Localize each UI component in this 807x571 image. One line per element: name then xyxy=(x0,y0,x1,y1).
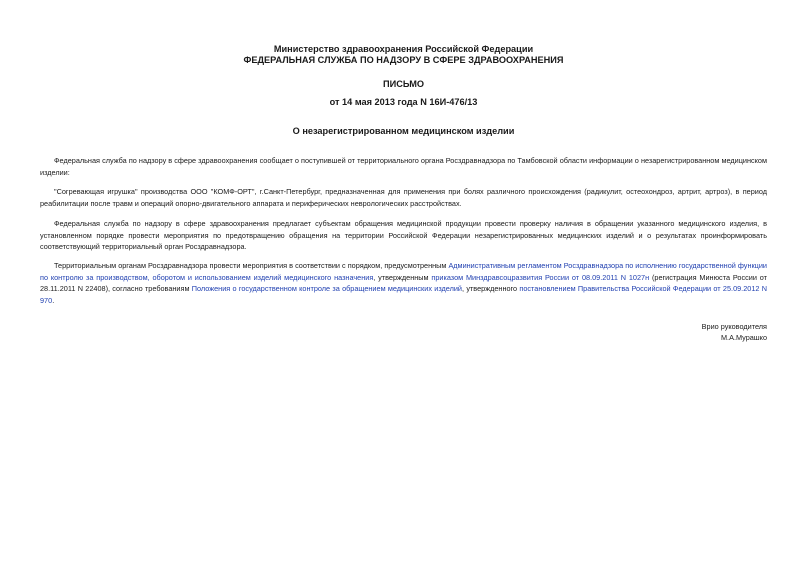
paragraph-2: "Согревающая игрушка" производства ООО "КОМФ-ОРТ", г.Санкт-Петербург, предназначенная для применения при болях различного происхождения (радикулит, остеохондроз, артрит, артроз), в период реабилитации после травм и операций опорно-двигательного аппарата и периферических неврологических расстройствах. xyxy=(40,187,767,208)
document-subject: О незарегистрированном медицинском изделии xyxy=(292,126,515,136)
link-order-1027n[interactable]: приказом Минздравсоцразвития России от 08.09.2011 N 1027н xyxy=(431,272,650,282)
ministry-title: Министерство здравоохранения Российской Федерации xyxy=(273,44,534,54)
service-title: ФЕДЕРАЛЬНАЯ СЛУЖБА ПО НАДЗОРУ В СФЕРЕ ЗДРАВООХРАНЕНИЯ xyxy=(243,55,564,65)
paragraph-1: Федеральная служба по надзору в сфере здравоохранения сообщает о поступившей от территориального органа Росздравнадзора по Тамбовской области информации о незарегистрированном медицинском изделии: xyxy=(40,156,767,177)
link-administrative-regulation[interactable]: Административным регламентом Росздравнадзора по исполнению государственной функции по контролю за производством, оборотом и использованием изделий медицинского назначения xyxy=(40,261,767,282)
paragraph-4-text-2: , утвержденным xyxy=(373,272,432,282)
paragraph-4-text-1: Территориальным органам Росздравнадзора провести мероприятия в соответствии с порядком, предусмотренным xyxy=(54,261,449,270)
paragraph-3: Федеральная служба по надзору в сфере здравоохранения предлагает субъектам обращения медицинской продукции провести проверку наличия в обращении указанного медицинского изделия, в установленном порядке провести мероприятия по предотвращению обращения на территории Российской Федерации незарегистрированных медицинских изделий и о результатах проинформировать соответствующий территориальный орган Росздравнадзора. xyxy=(40,219,767,251)
link-control-regulation[interactable]: Положения о государственном контроле за обращением медицинских изделий xyxy=(191,284,462,293)
document-type: ПИСЬМО xyxy=(382,79,425,89)
signatory-position: Врио руководителя xyxy=(701,322,767,331)
paragraph-4-text-4: , утвержденного xyxy=(462,284,520,293)
paragraph-4-text-5: . xyxy=(52,295,55,305)
signatory-name: М.А.Мурашко xyxy=(720,333,767,342)
link-government-decree-970[interactable]: постановлением Правительства Российской Федерации от 25.09.2012 N 970 xyxy=(40,284,767,305)
paragraph-4 xyxy=(40,260,767,306)
document-date-number: от 14 мая 2013 года N 16И-476/13 xyxy=(329,97,478,107)
paragraph-4-text-3: (регистрация Минюста России от 28.11.2011 N 22408), согласно требованиям xyxy=(40,272,767,293)
